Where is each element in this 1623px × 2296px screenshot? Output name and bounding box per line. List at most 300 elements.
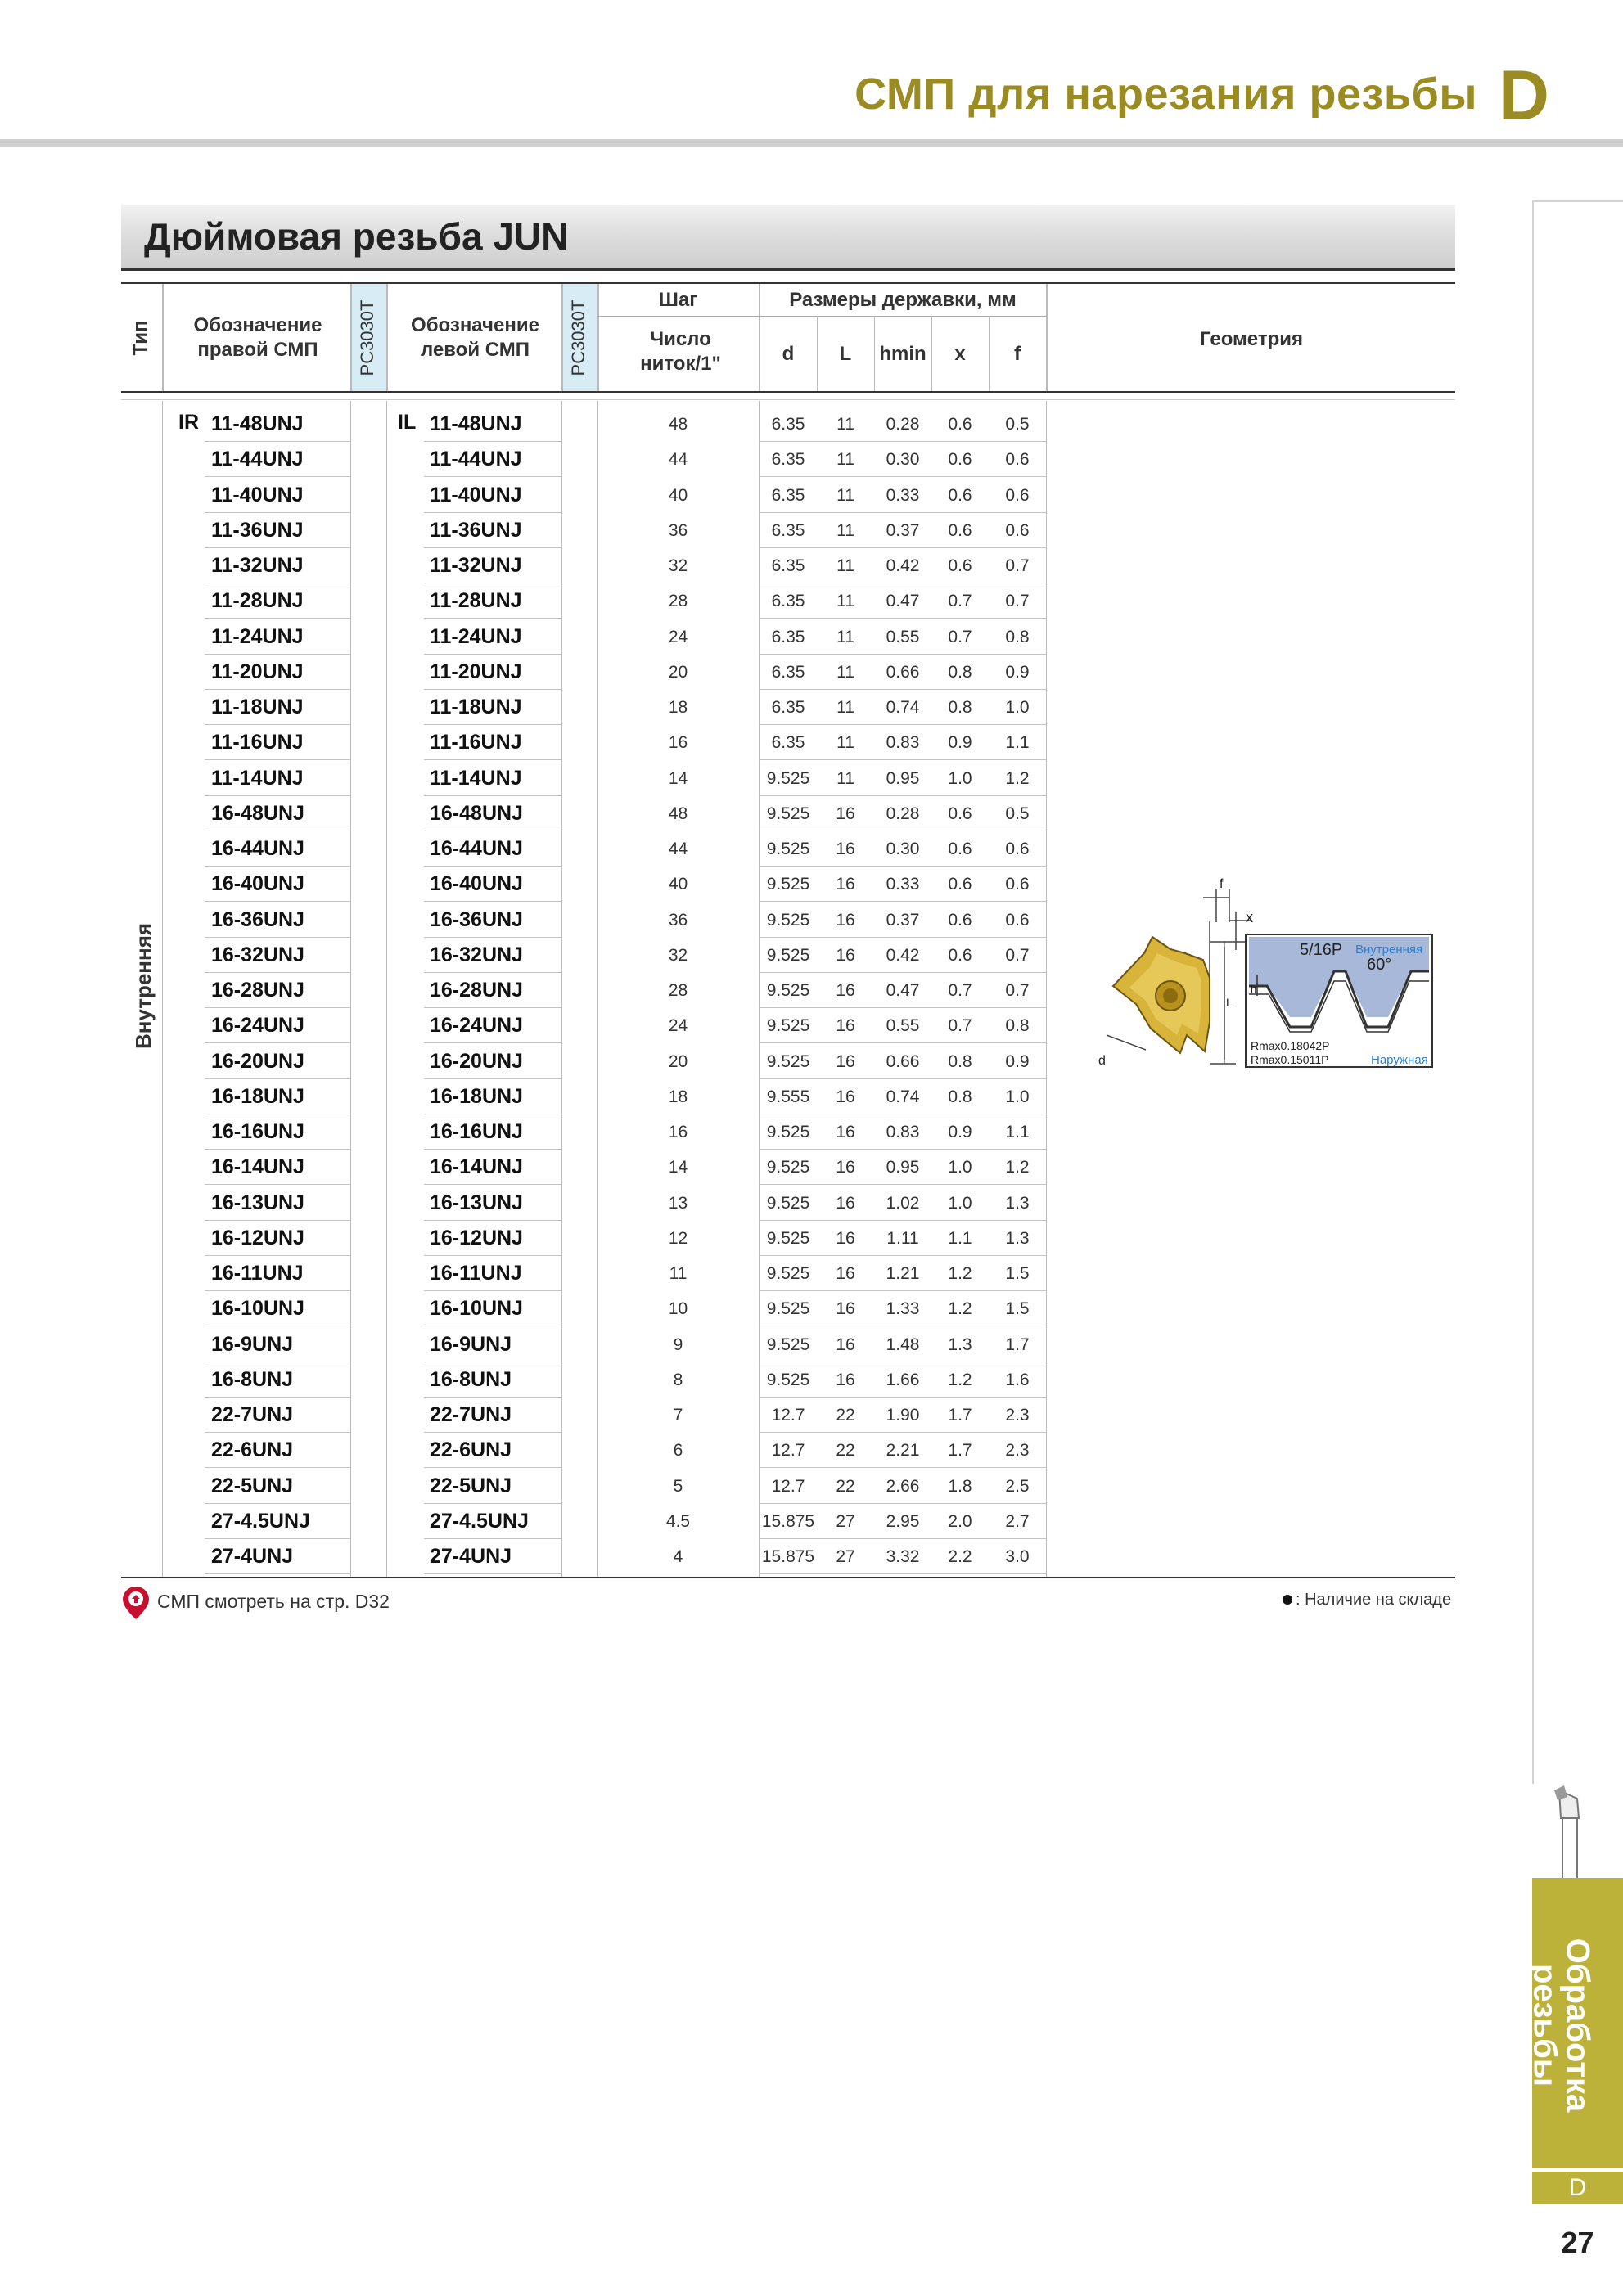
x-value: 1.3 (948, 1335, 972, 1354)
threads-per-inch: 7 (673, 1406, 683, 1425)
header-hmin-text: hmin (879, 343, 926, 365)
header-threads: Число ниток/1" (640, 328, 721, 375)
right-insert-code: 27-4.5UNJ (211, 1509, 310, 1533)
threads-per-inch: 13 (668, 1193, 688, 1213)
left-insert-code: 22-5UNJ (430, 1474, 512, 1497)
left-insert-code: 11-14UNJ (430, 766, 522, 790)
hmin-value: 0.55 (886, 627, 920, 646)
hmin-value: 0.42 (886, 556, 920, 575)
right-insert-code: 11-18UNJ (211, 696, 304, 718)
threads-per-inch: 28 (668, 981, 688, 1000)
holder-d: 9.525 (766, 804, 810, 823)
x-value: 1.0 (948, 768, 972, 788)
x-value: 0.6 (948, 556, 972, 575)
holder-L: 16 (836, 1123, 855, 1141)
hmin-value: 0.47 (886, 981, 920, 1000)
holder-d: 6.35 (771, 485, 805, 505)
table-row (0, 1327, 1623, 1362)
threads-per-inch: 12 (668, 1228, 688, 1248)
f-value: 2.3 (1005, 1406, 1030, 1425)
row-divider (759, 1573, 1046, 1574)
right-insert-code: 16-24UNJ (211, 1014, 304, 1038)
hmin-value: 0.37 (886, 520, 920, 540)
header-dims: Размеры державки, мм (789, 289, 1017, 311)
holder-L: 11 (836, 768, 854, 788)
holder-d: 9.525 (766, 1193, 810, 1213)
left-insert-code: 11-20UNJ (430, 660, 522, 683)
table-row (0, 655, 1623, 690)
x-value: 0.7 (948, 981, 972, 1000)
threads-per-inch: 20 (668, 1051, 688, 1071)
left-insert-code: 16-28UNJ (430, 979, 523, 1002)
right-insert-code: 16-32UNJ (211, 943, 304, 966)
holder-L: 11 (836, 520, 854, 540)
header-x: x (954, 343, 966, 365)
side-tab-line1: Обработка (1559, 1938, 1596, 2113)
holder-d: 6.35 (771, 627, 805, 646)
x-value: 0.7 (948, 627, 972, 646)
table-row (0, 1114, 1623, 1150)
holder-d: 6.35 (771, 520, 805, 540)
holder-d: 9.525 (766, 1016, 810, 1036)
threads-per-inch: 40 (668, 485, 688, 505)
left-insert-code: 16-14UNJ (430, 1155, 523, 1179)
threads-per-inch: 40 (668, 875, 688, 894)
holder-L: 11 (836, 556, 854, 575)
right-insert-code: 16-40UNJ (211, 872, 304, 896)
x-value: 0.7 (948, 1016, 972, 1036)
f-value: 0.7 (1005, 981, 1030, 1000)
table-row (0, 1504, 1623, 1539)
left-insert-code: 16-18UNJ (430, 1084, 523, 1108)
table-row (0, 1221, 1623, 1256)
hdr-subrule (759, 316, 1046, 317)
left-insert-code: 16-44UNJ (430, 837, 523, 860)
left-insert-code: 16-10UNJ (430, 1297, 523, 1321)
threads-per-inch: 36 (668, 910, 688, 930)
holder-d: 12.7 (771, 1476, 805, 1496)
hmin-value: 1.21 (886, 1264, 920, 1283)
holder-d: 12.7 (771, 1406, 805, 1425)
threads-per-inch: 48 (668, 804, 688, 823)
holder-L: 22 (836, 1406, 855, 1425)
holder-L: 16 (836, 875, 855, 894)
hmin-value: 2.66 (886, 1476, 920, 1496)
f-value: 0.8 (1005, 627, 1030, 646)
right-insert-code: 11-24UNJ (211, 624, 304, 648)
table-row (0, 796, 1623, 831)
dim-x-label: x (1246, 909, 1253, 925)
pitch-fraction-label: 5/16P (1300, 941, 1343, 959)
x-value: 0.8 (948, 698, 972, 717)
holder-L: 16 (836, 1087, 855, 1106)
f-value: 0.6 (1005, 520, 1030, 540)
f-value: 0.7 (1005, 945, 1030, 965)
f-value: 1.1 (1005, 1123, 1030, 1141)
f-value: 0.9 (1005, 662, 1030, 682)
f-value: 0.6 (1005, 875, 1030, 894)
f-value: 1.3 (1005, 1228, 1030, 1248)
x-value: 1.2 (948, 1264, 972, 1283)
header-grade2: PC3030T (568, 299, 588, 376)
type-label-internal: Внутренняя (131, 922, 156, 1050)
holder-d: 9.525 (766, 1158, 810, 1177)
right-insert-code: 16-11UNJ (211, 1262, 304, 1285)
right-insert-code: 22-5UNJ (211, 1474, 294, 1497)
rmax1-label: Rmax0.18042P (1251, 1039, 1330, 1052)
x-value: 1.2 (948, 1299, 972, 1319)
f-value: 0.5 (1005, 804, 1030, 823)
holder-d: 9.525 (766, 910, 810, 930)
hmin-value: 0.74 (886, 698, 920, 717)
holder-L: 16 (836, 1193, 855, 1213)
right-insert-code: 16-44UNJ (211, 837, 304, 860)
internal-label: Внутренняя (1355, 943, 1423, 957)
x-value: 1.1 (948, 1228, 972, 1248)
threads-per-inch: 18 (668, 1087, 688, 1106)
f-value: 1.0 (1005, 698, 1030, 717)
external-label: Наружная (1371, 1053, 1428, 1067)
right-insert-code: 27-4UNJ (211, 1545, 294, 1568)
right-insert-code: 11-40UNJ (211, 483, 304, 506)
right-insert-code: 16-13UNJ (211, 1191, 304, 1214)
hmin-value: 0.30 (886, 840, 920, 858)
hmin-value: 0.83 (886, 1123, 920, 1141)
x-value: 2.0 (948, 1511, 972, 1531)
table-row (0, 583, 1623, 619)
x-value: 0.6 (948, 804, 972, 823)
page-number: 27 (1561, 2226, 1594, 2259)
threads-per-inch: 16 (668, 1123, 688, 1141)
header-divider (0, 139, 1623, 147)
page-reference-icon (121, 1585, 151, 1621)
threads-per-inch: 16 (668, 733, 688, 753)
f-value: 0.6 (1005, 450, 1030, 470)
f-value: 2.3 (1005, 1441, 1030, 1461)
dim-f-label: f (1220, 877, 1224, 891)
f-value: 0.6 (1005, 840, 1030, 858)
holder-d: 9.525 (766, 1299, 810, 1319)
threads-per-inch: 44 (668, 450, 688, 470)
left-insert-code: 16-8UNJ (430, 1367, 512, 1391)
left-insert-code: 16-40UNJ (430, 872, 523, 896)
holder-L: 16 (836, 1051, 855, 1071)
f-value: 0.9 (1005, 1051, 1030, 1071)
f-value: 1.3 (1005, 1193, 1030, 1213)
table-row (0, 478, 1623, 513)
table-row (0, 831, 1623, 867)
left-insert-code: 16-11UNJ (430, 1262, 522, 1285)
holder-d: 9.525 (766, 1335, 810, 1354)
left-insert-code: 16-36UNJ (430, 907, 523, 931)
table-row (0, 725, 1623, 760)
right-insert-code: 16-9UNJ (211, 1332, 294, 1356)
right-insert-code: 11-28UNJ (211, 589, 304, 613)
x-value: 0.8 (948, 1087, 972, 1106)
right-insert-code: 22-7UNJ (211, 1403, 294, 1426)
threads-per-inch: 24 (668, 627, 688, 646)
f-value: 1.0 (1005, 1087, 1030, 1106)
right-insert-code: 11-32UNJ (211, 554, 304, 577)
holder-L: 16 (836, 840, 855, 858)
hmin-value: 2.21 (886, 1441, 920, 1461)
left-insert-code: 16-24UNJ (430, 1014, 523, 1038)
hmin-value: 0.95 (886, 1158, 920, 1177)
right-insert-code: 11-20UNJ (211, 660, 304, 683)
see-page-note: СМП смотреть на стр. D32 (157, 1591, 390, 1612)
holder-d: 9.525 (766, 768, 810, 788)
f-value: 0.6 (1005, 910, 1030, 930)
boring-bar-icon (1543, 1782, 1592, 1880)
threads-per-inch: 14 (668, 768, 688, 788)
holder-L: 16 (836, 1264, 855, 1283)
header-f: f (1014, 343, 1021, 365)
hmin-value: 0.66 (886, 662, 920, 682)
right-insert-code: 11-48UNJ (211, 412, 304, 435)
hmin-value: 0.33 (886, 485, 920, 505)
right-insert-code: 22-6UNJ (211, 1438, 294, 1462)
hdr-sep (561, 284, 563, 391)
threads-per-inch: 24 (668, 1016, 688, 1036)
holder-d: 15.875 (761, 1511, 815, 1531)
right-insert-code: 16-10UNJ (211, 1297, 304, 1321)
x-value: 0.8 (948, 1051, 972, 1071)
right-insert-code: 16-8UNJ (211, 1367, 294, 1391)
x-value: 0.7 (948, 592, 972, 611)
threads-per-inch: 9 (673, 1335, 683, 1354)
f-value: 0.5 (1005, 415, 1030, 434)
f-value: 1.6 (1005, 1370, 1030, 1389)
holder-d: 6.35 (771, 592, 805, 611)
hmin-value: 0.74 (886, 1087, 920, 1106)
left-insert-code: 16-48UNJ (430, 801, 523, 825)
right-prefix: IR (178, 411, 199, 434)
table-row (0, 619, 1623, 655)
left-insert-code: 11-16UNJ (430, 731, 522, 754)
threads-per-inch: 8 (673, 1370, 683, 1389)
row-divider (205, 1573, 350, 1574)
holder-L: 11 (836, 485, 854, 505)
stock-legend-text: : Наличие на складе (1296, 1591, 1452, 1609)
x-value: 2.2 (948, 1547, 972, 1566)
right-insert-code: 11-14UNJ (211, 766, 304, 790)
threads-per-inch: 36 (668, 520, 688, 540)
right-insert-code: 11-36UNJ (211, 518, 304, 542)
hmin-value: 3.32 (886, 1547, 920, 1566)
hdr-sep (386, 284, 388, 391)
table-body-top-rule (121, 399, 1455, 400)
stock-legend (1283, 1591, 1451, 1609)
table-row (0, 407, 1623, 442)
holder-L: 16 (836, 1228, 855, 1248)
holder-d: 9.525 (766, 981, 810, 1000)
x-value: 0.6 (948, 485, 972, 505)
left-insert-code: 11-44UNJ (430, 448, 522, 471)
x-value: 0.6 (948, 840, 972, 858)
f-value: 0.7 (1005, 592, 1030, 611)
x-value: 1.0 (948, 1193, 972, 1213)
side-tab-letter: D (1532, 2172, 1623, 2204)
header-L: L (839, 343, 852, 365)
holder-d: 9.525 (766, 1264, 810, 1283)
threads-per-inch: 11 (669, 1264, 688, 1283)
holder-d: 9.525 (766, 840, 810, 858)
threads-per-inch: 32 (668, 945, 688, 965)
page-header-title: СМП для нарезания резьбы (854, 70, 1477, 119)
threads-per-inch: 14 (668, 1158, 688, 1177)
thread-geometry-diagram (1089, 871, 1440, 1092)
hmin-value: 1.90 (886, 1406, 920, 1425)
table-row (0, 1256, 1623, 1291)
table-row (0, 442, 1623, 477)
holder-d: 9.525 (766, 1370, 810, 1389)
threads-per-inch: 6 (673, 1441, 683, 1461)
f-value: 0.8 (1005, 1016, 1030, 1036)
right-insert-code: 16-18UNJ (211, 1084, 304, 1108)
threads-per-inch: 4 (673, 1547, 683, 1566)
hmin-value: 0.42 (886, 945, 920, 965)
header-hmin (875, 342, 931, 367)
holder-L: 16 (836, 1158, 855, 1177)
f-value: 1.5 (1005, 1299, 1030, 1319)
table-row (0, 513, 1623, 548)
hmin-value: 0.55 (886, 1016, 920, 1036)
hmin-value: 0.33 (886, 875, 920, 894)
hmin-value: 0.83 (886, 733, 920, 753)
left-insert-code: 16-16UNJ (430, 1120, 523, 1143)
x-value: 1.0 (948, 1158, 972, 1177)
hmin-value: 0.47 (886, 592, 920, 611)
table-row (0, 1539, 1623, 1574)
table-row (0, 690, 1623, 725)
table-row (0, 1186, 1623, 1221)
holder-d: 9.555 (766, 1087, 810, 1106)
holder-L: 16 (836, 910, 855, 930)
x-value: 0.6 (948, 945, 972, 965)
x-value: 0.6 (948, 520, 972, 540)
holder-d: 6.35 (771, 556, 805, 575)
right-insert-code: 16-14UNJ (211, 1155, 304, 1179)
table-header-top-rule (121, 282, 1455, 284)
header-d: d (782, 343, 795, 365)
header-geometry: Геометрия (1199, 328, 1304, 350)
holder-L: 11 (836, 662, 854, 682)
holder-L: 11 (836, 627, 854, 646)
hmin-value: 0.66 (886, 1051, 920, 1071)
holder-L: 11 (836, 415, 854, 434)
table-row (0, 1150, 1623, 1185)
f-value: 2.7 (1005, 1511, 1030, 1531)
left-insert-code: 16-13UNJ (430, 1191, 523, 1214)
section-title: Дюймовая резьба JUN (144, 215, 569, 258)
row-divider (424, 1573, 561, 1574)
left-insert-code: 27-4.5UNJ (430, 1509, 529, 1533)
f-value: 1.2 (1005, 1158, 1030, 1177)
hmin-value: 1.66 (886, 1370, 920, 1389)
hdr-sep (350, 284, 352, 391)
table-row (0, 1291, 1623, 1326)
left-insert-code: 22-6UNJ (430, 1438, 512, 1462)
table-row (0, 761, 1623, 796)
threads-per-inch: 20 (668, 662, 688, 682)
hmin-value: 0.28 (886, 804, 920, 823)
holder-d: 9.525 (766, 945, 810, 965)
holder-L: 11 (836, 450, 854, 470)
f-value: 0.7 (1005, 556, 1030, 575)
f-value: 0.6 (1005, 485, 1030, 505)
f-value: 3.0 (1005, 1547, 1030, 1566)
holder-d: 9.525 (766, 1123, 810, 1141)
holder-d: 15.875 (761, 1547, 815, 1566)
threads-per-inch: 10 (668, 1299, 688, 1319)
right-insert-code: 16-12UNJ (211, 1226, 304, 1249)
holder-L: 27 (836, 1511, 855, 1531)
holder-d: 6.35 (771, 698, 805, 717)
holder-L: 16 (836, 945, 855, 965)
header-type: Тип (129, 320, 151, 356)
x-value: 1.7 (948, 1441, 972, 1461)
holder-d: 6.35 (771, 450, 805, 470)
f-value: 1.5 (1005, 1264, 1030, 1283)
holder-L: 27 (836, 1547, 855, 1566)
threads-per-inch: 32 (668, 556, 688, 575)
threads-per-inch: 28 (668, 592, 688, 611)
stock-dot-icon (1283, 1595, 1292, 1605)
table-top-rule (121, 268, 1455, 271)
left-insert-code: 11-18UNJ (430, 696, 522, 718)
holder-d: 6.35 (771, 733, 805, 753)
right-insert-code: 16-28UNJ (211, 979, 304, 1002)
holder-L: 11 (836, 733, 854, 753)
side-tab-label (1526, 1878, 1623, 2168)
holder-L: 11 (836, 698, 854, 717)
x-value: 0.9 (948, 1123, 972, 1141)
left-insert-code: 11-24UNJ (430, 624, 522, 648)
left-insert-code: 11-32UNJ (430, 554, 522, 577)
table-header-bottom-rule (121, 391, 1455, 393)
hmin-value: 1.48 (886, 1335, 920, 1354)
header-pitch: Шаг (658, 289, 698, 311)
holder-d: 9.525 (766, 875, 810, 894)
threads-per-inch: 4.5 (665, 1511, 691, 1531)
holder-d: 6.35 (771, 415, 805, 434)
left-insert-code: 27-4UNJ (430, 1545, 512, 1568)
table-row (0, 548, 1623, 583)
hdr-sep (162, 284, 164, 391)
left-insert-code: 16-20UNJ (430, 1049, 523, 1073)
x-value: 0.8 (948, 662, 972, 682)
right-insert-code: 16-20UNJ (211, 1049, 304, 1073)
left-insert-code: 11-36UNJ (430, 518, 522, 542)
right-insert-code: 11-44UNJ (211, 448, 304, 471)
x-value: 1.8 (948, 1476, 972, 1496)
header-left-insert: Обозначение левой СМП (411, 314, 539, 361)
hmin-value: 1.02 (886, 1193, 920, 1213)
holder-d: 6.35 (771, 662, 805, 682)
f-value: 1.2 (1005, 768, 1030, 788)
rmax2-label: Rmax0.15011P (1251, 1053, 1329, 1066)
left-insert-code: 16-9UNJ (430, 1332, 512, 1356)
holder-L: 16 (836, 804, 855, 823)
hmin-value: 0.30 (886, 450, 920, 470)
left-insert-code: 16-32UNJ (430, 943, 523, 966)
right-insert-code: 16-36UNJ (211, 907, 304, 931)
x-value: 0.6 (948, 450, 972, 470)
x-value: 1.2 (948, 1370, 972, 1389)
threads-per-inch: 5 (673, 1476, 683, 1496)
threads-per-inch: 44 (668, 840, 688, 858)
right-insert-code: 11-16UNJ (211, 731, 304, 754)
